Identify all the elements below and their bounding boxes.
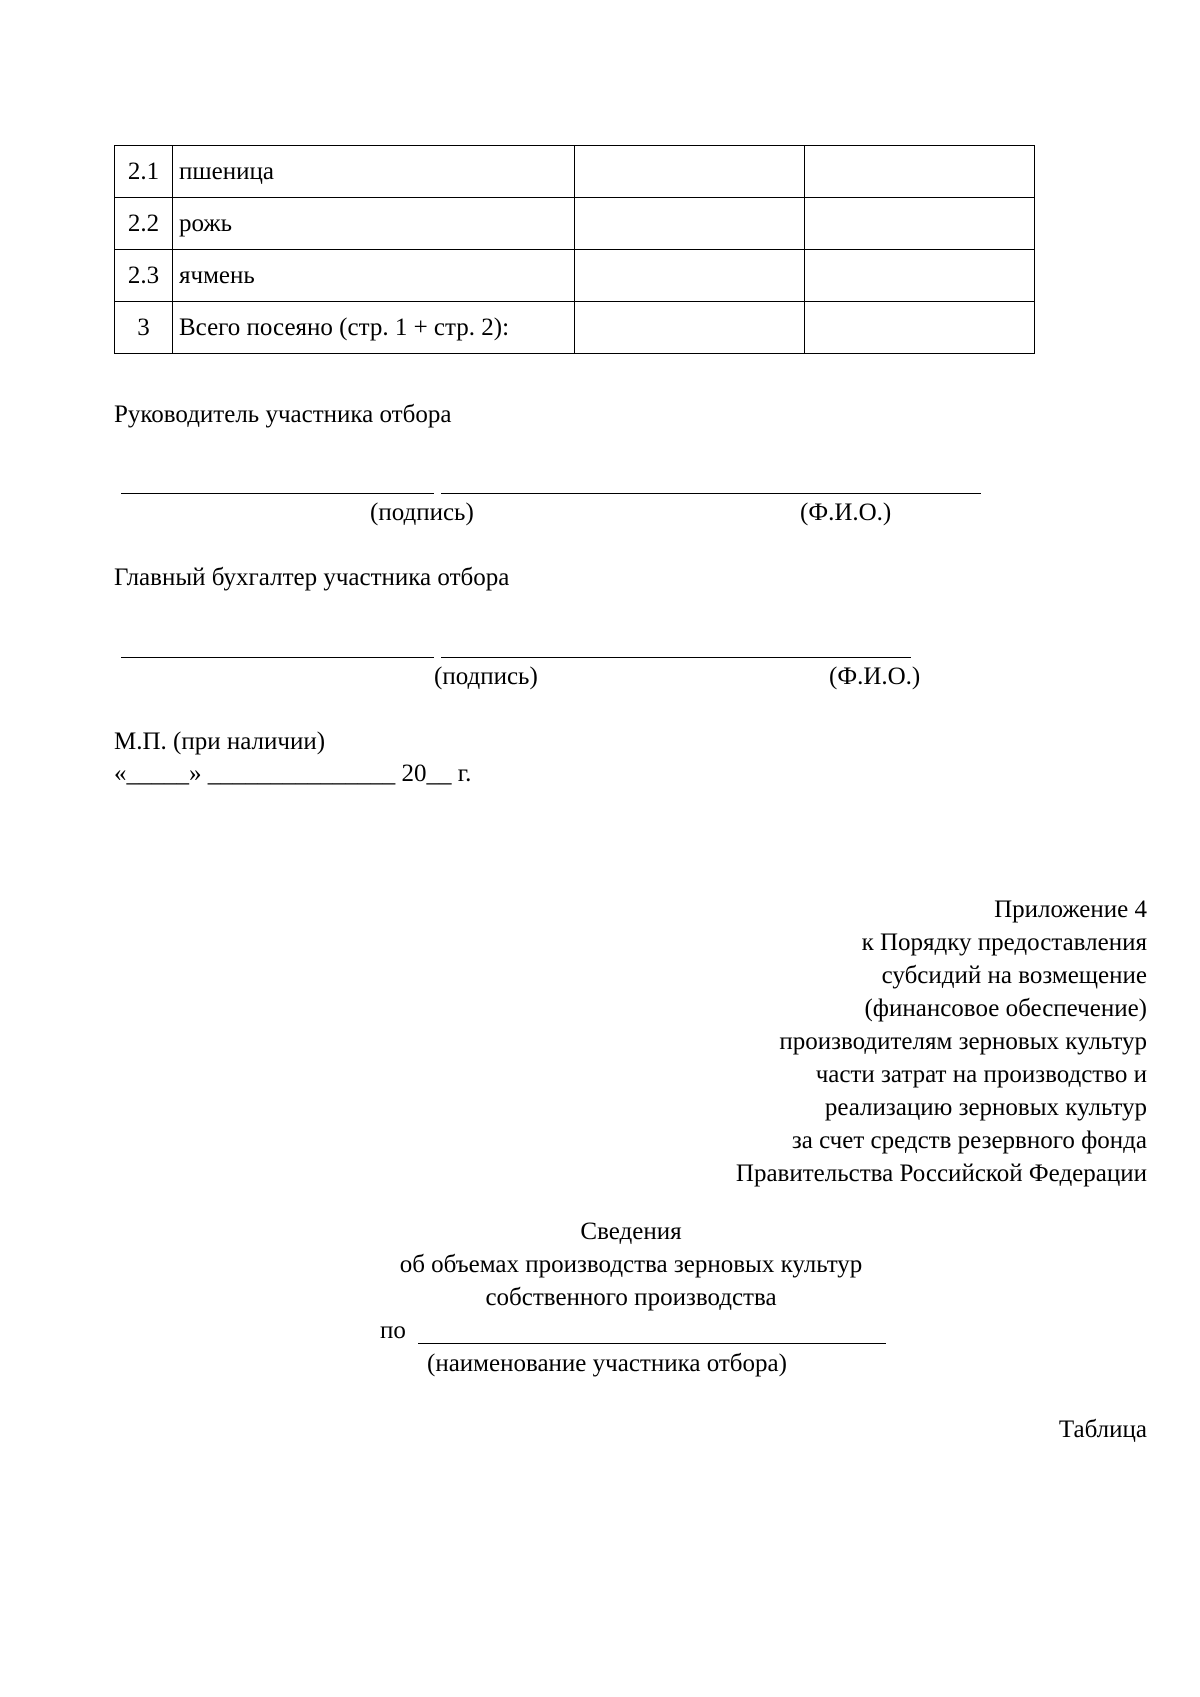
document-subtitle-2: собственного производства <box>485 1284 777 1311</box>
row-name: Всего посеяно (стр. 1 + стр. 2): <box>173 302 575 354</box>
by-label: по <box>380 1317 406 1344</box>
row-number: 2.3 <box>115 250 173 302</box>
document-title: Сведения <box>580 1218 682 1245</box>
head-name-line <box>441 493 981 494</box>
row-name: ячмень <box>173 250 575 302</box>
head-signature-line <box>121 493 434 494</box>
empty-cell <box>805 198 1035 250</box>
head-label: Руководитель участника отбора <box>114 401 452 428</box>
document-subtitle: об объемах производства зерновых культур <box>399 1251 863 1278</box>
accountant-signature-caption: (подпись) <box>434 663 538 690</box>
annex-line: субсидий на возмещение <box>881 962 1147 989</box>
table-row <box>115 302 1035 354</box>
annex-line: Правительства Российской Федерации <box>735 1160 1147 1187</box>
annex-line: реализацию зерновых культур <box>824 1094 1147 1121</box>
annex-line: Приложение 4 <box>994 896 1147 923</box>
annex-line: (финансовое обеспечение) <box>864 995 1147 1022</box>
annex-line: производителям зерновых культур <box>779 1028 1147 1055</box>
accountant-name-caption: (Ф.И.О.) <box>829 663 921 690</box>
row-number: 3 <box>115 302 173 354</box>
empty-cell <box>805 250 1035 302</box>
empty-cell <box>575 250 805 302</box>
empty-cell <box>805 302 1035 354</box>
annex-header <box>736 893 1147 1190</box>
crops-table <box>114 145 1035 354</box>
participant-name-line <box>418 1343 886 1344</box>
table-label: Таблица <box>1058 1416 1147 1443</box>
row-number: 2.2 <box>115 198 173 250</box>
accountant-signature-line <box>121 657 434 658</box>
accountant-name-line <box>441 657 911 658</box>
row-number: 2.1 <box>115 146 173 198</box>
annex-line: части затрат на производство и <box>815 1061 1147 1088</box>
table-row <box>115 146 1035 198</box>
accountant-label: Главный бухгалтер участника отбора <box>114 564 510 591</box>
head-signature-caption: (подпись) <box>370 499 474 526</box>
row-name: рожь <box>173 198 575 250</box>
date-line: «_____» _______________ 20__ г. <box>114 760 472 787</box>
annex-line: за счет средств резервного фонда <box>791 1127 1147 1154</box>
participant-caption: (наименование участника отбора) <box>427 1350 787 1377</box>
row-name: пшеница <box>173 146 575 198</box>
table-row <box>115 250 1035 302</box>
table-row <box>115 198 1035 250</box>
empty-cell <box>805 146 1035 198</box>
empty-cell <box>575 302 805 354</box>
annex-line: к Порядку предоставления <box>861 929 1147 956</box>
empty-cell <box>575 198 805 250</box>
empty-cell <box>575 146 805 198</box>
head-name-caption: (Ф.И.О.) <box>800 499 892 526</box>
seal-label: М.П. (при наличии) <box>114 728 326 755</box>
